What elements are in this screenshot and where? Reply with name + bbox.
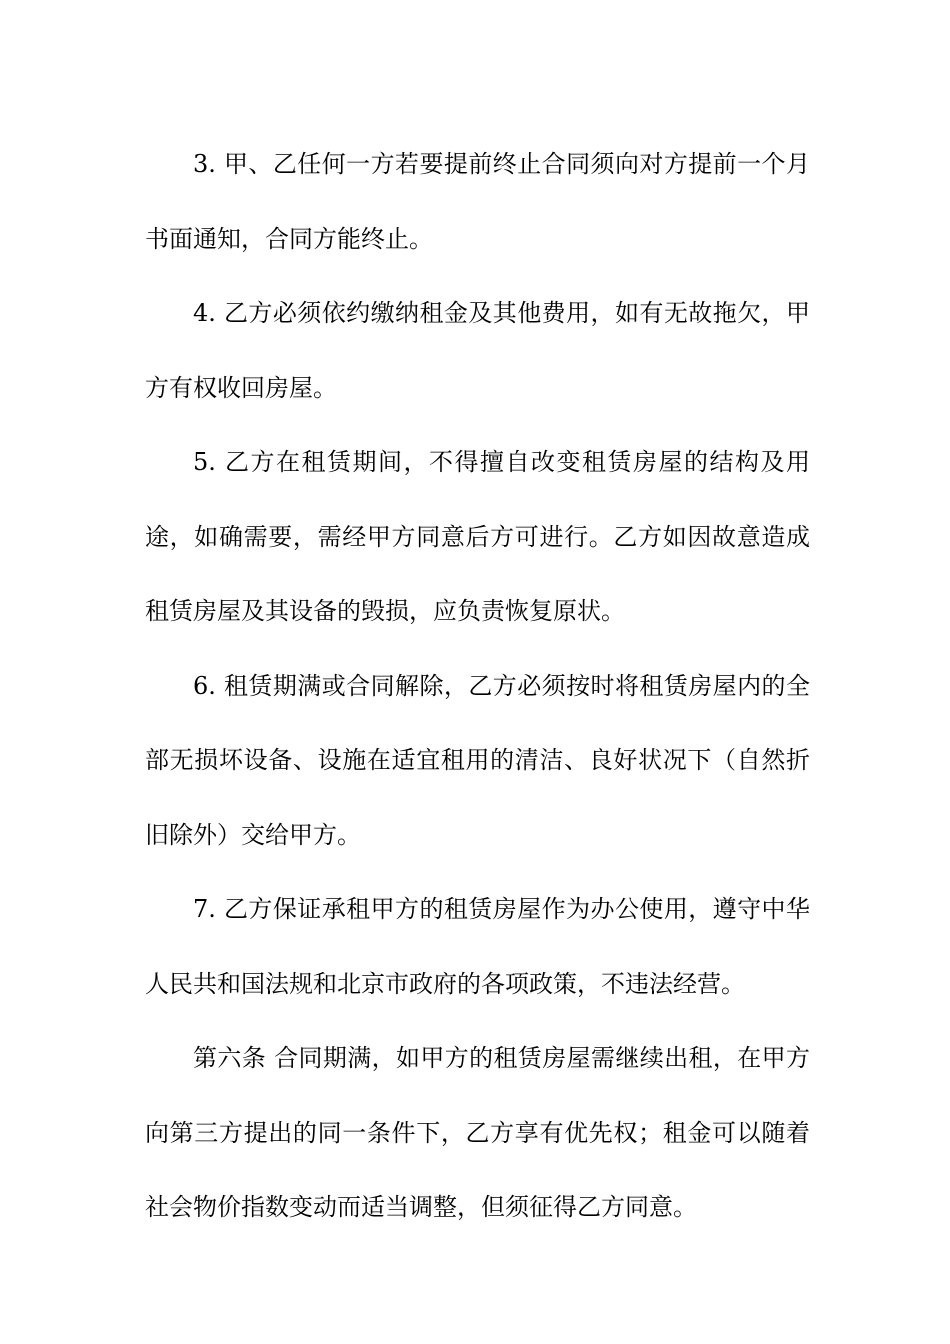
article-6: 第六条 合同期满，如甲方的租赁房屋需继续出租，在甲方向第三方提出的同一条件下，乙方享有优先权；租金可以随着社会物价指数变动而适当调整，但须征得乙方同意。 [145, 1044, 810, 1221]
clause-6: 6. 租赁期满或合同解除，乙方必须按时将租赁房屋内的全部无损坏设备、设施在适宜租用的清洁、良好状况下（自然折旧除外）交给甲方。 [145, 671, 810, 849]
clause-4: 4. 乙方必须依约缴纳租金及其他费用，如有无故拖欠，甲方有权收回房屋。 [145, 299, 810, 402]
clause-3: 3. 甲、乙任何一方若要提前终止合同须向对方提前一个月书面通知，合同方能终止。 [145, 150, 810, 253]
clause-5: 5. 乙方在租赁期间，不得擅自改变租赁房屋的结构及用途，如确需要，需经甲方同意后方可进行。乙方如因故意造成租赁房屋及其设备的毁损，应负责恢复原状。 [145, 448, 810, 625]
clause-7: 7. 乙方保证承租甲方的租赁房屋作为办公使用，遵守中华人民共和国法规和北京市政府的各项政策，不违法经营。 [145, 895, 810, 998]
document-body [145, 127, 810, 1245]
